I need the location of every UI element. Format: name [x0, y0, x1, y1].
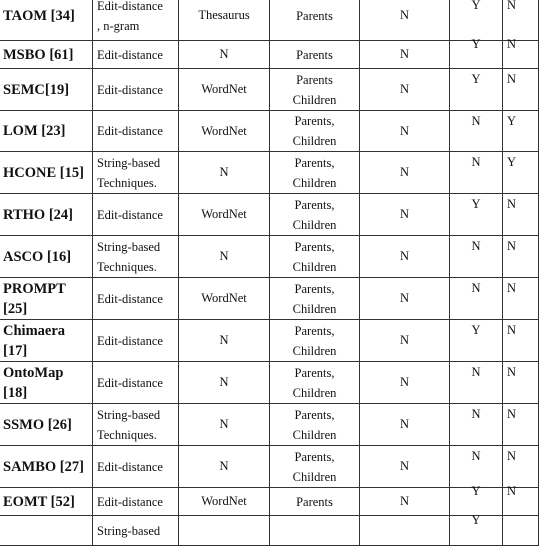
cell-text: Y: [507, 155, 517, 169]
cell-text: ASCO [16]: [3, 248, 72, 265]
cell-text: N: [507, 197, 517, 211]
cell-text: N: [399, 207, 410, 221]
cell-text: Y: [471, 323, 481, 337]
flag-cell: [503, 0, 539, 41]
cell-text: Parents: [296, 8, 333, 23]
cell-text: Edit-distance: [97, 459, 163, 474]
cell-text: Y: [471, 513, 481, 527]
external-resource-cell: [179, 69, 270, 111]
table-row: [0, 278, 539, 320]
cell-text: N: [219, 375, 229, 389]
cell-text: N: [219, 47, 229, 61]
cell-text: N: [399, 47, 410, 61]
cell-text: N: [507, 281, 517, 295]
external-resource-cell: [179, 0, 270, 41]
flag-cell: [450, 513, 503, 546]
flag-cell: [450, 362, 503, 404]
table-row: [0, 362, 539, 404]
technique-cell: [93, 488, 179, 516]
flag-cell: [450, 320, 503, 362]
technique-cell: [93, 194, 179, 236]
technique-cell: [93, 320, 179, 362]
flag-cell: [450, 69, 503, 111]
cell-text: N: [399, 249, 410, 263]
cell-text: WordNet: [201, 291, 247, 305]
cell-text: Y: [471, 37, 481, 51]
cell-text: N: [507, 37, 517, 51]
cell-text: Y: [471, 72, 481, 86]
flag-cell: [450, 278, 503, 320]
cell-text: N: [219, 333, 229, 347]
external-resource-cell: [179, 236, 270, 278]
cell-text: N: [399, 333, 410, 347]
flag-cell: [450, 0, 503, 41]
cell-text: N: [399, 459, 410, 473]
cell-text: N: [399, 165, 410, 179]
flag-cell: [503, 152, 539, 194]
cell-text: PROMPT: [3, 280, 66, 297]
table-row: [0, 41, 539, 69]
external-resource-cell: [179, 320, 270, 362]
system-name-cell: [0, 488, 93, 516]
flag-cell: [450, 446, 503, 488]
system-name-cell: [0, 362, 93, 404]
instances-cell: [360, 320, 450, 362]
cell-text: N: [507, 72, 517, 86]
cell-text: N: [219, 165, 229, 179]
system-name-cell: [0, 69, 93, 111]
cell-text: N: [507, 407, 517, 421]
cell-text: Children: [292, 259, 337, 274]
cell-text: Parents,: [294, 155, 335, 170]
cell-text: SSMO [26]: [3, 416, 72, 433]
system-name-cell: [0, 404, 93, 446]
cell-text: Parents,: [294, 407, 335, 422]
flag-cell: [503, 37, 539, 69]
flag-cell: [503, 516, 539, 546]
cell-text: Y: [507, 113, 517, 128]
external-resource-cell: [179, 41, 270, 69]
cell-text: Parents: [296, 47, 333, 62]
cell-text: Children: [292, 92, 337, 107]
flag-cell: [503, 278, 539, 320]
cell-text: N: [399, 123, 410, 138]
external-resource-cell: [179, 194, 270, 236]
flag-cell: [503, 404, 539, 446]
cell-text: Parents,: [294, 281, 335, 296]
instances-cell: [360, 446, 450, 488]
technique-cell: [93, 278, 179, 320]
system-name-cell: [0, 278, 93, 320]
cell-text: String-based: [97, 407, 161, 422]
cell-text: Children: [292, 469, 337, 484]
cell-text: Edit-distance: [97, 124, 163, 138]
cell-text: N: [507, 365, 517, 379]
technique-cell: [93, 446, 179, 488]
technique-cell: [93, 404, 179, 446]
flag-cell: [503, 362, 539, 404]
cell-text: Edit-distance: [97, 207, 163, 222]
cell-text: Parents: [296, 494, 333, 509]
cell-text: Thesaurus: [198, 8, 250, 22]
cell-text: HCONE [15]: [3, 164, 84, 181]
structure-cell: [270, 194, 360, 236]
cell-text: N: [507, 449, 517, 463]
cell-text: LOM [23]: [3, 123, 66, 139]
technique-cell: [93, 236, 179, 278]
instances-cell: [360, 152, 450, 194]
cell-text: Children: [292, 217, 337, 232]
cell-text: N: [219, 249, 229, 263]
cell-text: N: [399, 494, 410, 508]
cell-text: N: [399, 8, 410, 22]
table-row: [0, 516, 539, 546]
structure-cell: [270, 362, 360, 404]
instances-cell: [360, 404, 450, 446]
cell-text: N: [507, 239, 517, 253]
technique-cell: [93, 69, 179, 111]
flag-cell: [503, 69, 539, 111]
external-resource-cell: [179, 111, 270, 152]
structure-cell: [270, 404, 360, 446]
cell-text: EOMT [52]: [3, 493, 75, 510]
cell-text: Edit-distance: [97, 375, 163, 390]
cell-text: N: [471, 449, 481, 463]
technique-cell: [93, 362, 179, 404]
table-row: [0, 0, 539, 41]
system-name-cell: [0, 111, 93, 152]
cell-text: Children: [292, 385, 337, 400]
structure-cell: [270, 516, 360, 546]
cell-text: N: [471, 281, 481, 295]
cell-text: N: [399, 291, 410, 305]
instances-cell: [360, 194, 450, 236]
cell-text: WordNet: [201, 82, 247, 96]
cell-text: String-based: [97, 523, 161, 538]
external-resource-cell: [179, 362, 270, 404]
cell-text: N: [507, 323, 517, 337]
cell-text: N: [399, 375, 410, 389]
structure-cell: [270, 111, 360, 152]
table-row: [0, 404, 539, 446]
cell-text: WordNet: [201, 494, 247, 508]
external-resource-cell: [179, 488, 270, 516]
instances-cell: [360, 516, 450, 546]
cell-text: Parents,: [294, 239, 335, 254]
system-name-cell: [0, 41, 93, 69]
system-name-cell: [0, 194, 93, 236]
cell-text: Edit-distance: [97, 47, 163, 62]
cell-text: N: [507, 0, 517, 12]
cell-text: [25]: [3, 300, 28, 317]
cell-text: Parents, Children: [292, 114, 337, 148]
cell-text: N: [471, 365, 481, 379]
cell-text: Techniques.: [97, 427, 157, 442]
flag-cell: [503, 236, 539, 278]
cell-text: String-based: [97, 155, 161, 170]
technique-cell: [93, 0, 179, 41]
cell-text: Children: [292, 427, 337, 442]
cell-text: N: [219, 459, 229, 473]
flag-cell: [503, 194, 539, 236]
cell-text: Children: [292, 301, 337, 316]
instances-cell: [360, 0, 450, 41]
system-name-cell: [0, 516, 93, 546]
instances-cell: [360, 362, 450, 404]
flag-cell: [450, 152, 503, 194]
cell-text: Techniques.: [97, 175, 157, 190]
table-row: [0, 236, 539, 278]
cell-text: SAMBO [27]: [3, 458, 84, 475]
structure-cell: [270, 320, 360, 362]
instances-cell: [360, 236, 450, 278]
cell-text: Parents,: [294, 197, 335, 212]
table-row: [0, 69, 539, 111]
flag-cell: [450, 37, 503, 69]
structure-cell: [270, 278, 360, 320]
table-row: [0, 152, 539, 194]
table-row: [0, 194, 539, 236]
structure-cell: [270, 69, 360, 111]
technique-cell: [93, 41, 179, 69]
system-name-cell: [0, 152, 93, 194]
flag-cell: [450, 111, 503, 152]
external-resource-cell: [179, 446, 270, 488]
instances-cell: [360, 278, 450, 320]
cell-text: Edit-distance: [97, 494, 163, 509]
cell-text: Edit-distance: [97, 291, 163, 306]
cell-text: , n-gram: [97, 18, 140, 33]
flag-cell: [503, 111, 539, 152]
flag-cell: [450, 484, 503, 516]
system-name-cell: [0, 0, 93, 41]
cell-text: [17]: [3, 342, 28, 359]
cell-text: Parents: [296, 72, 333, 87]
table-row: [0, 488, 539, 516]
cell-text: Children: [292, 343, 337, 358]
flag-cell: [503, 320, 539, 362]
cell-text: Y: [471, 197, 481, 211]
external-resource-cell: [179, 404, 270, 446]
flag-cell: [450, 194, 503, 236]
flag-cell: [503, 446, 539, 488]
cell-text: Children: [292, 175, 337, 190]
technique-cell: [93, 516, 179, 546]
table-row: [0, 320, 539, 362]
structure-cell: [270, 41, 360, 69]
cell-text: N: [471, 155, 481, 169]
cell-text: Edit-distance: [97, 82, 163, 97]
cell-text: N: [471, 407, 481, 421]
cell-text: N: [471, 113, 481, 128]
system-name-cell: [0, 236, 93, 278]
external-resource-cell: [179, 516, 270, 546]
cell-text: Parents,: [294, 449, 335, 464]
cell-text: Techniques.: [97, 259, 157, 274]
flag-cell: [503, 484, 539, 516]
flag-cell: [450, 404, 503, 446]
structure-cell: [270, 236, 360, 278]
cell-text: N: [399, 82, 410, 96]
technique-cell: [93, 111, 179, 152]
cell-text: OntoMap [18]: [3, 364, 64, 401]
structure-cell: [270, 446, 360, 488]
structure-cell: [270, 152, 360, 194]
cell-text: N: [399, 417, 410, 431]
cell-text: SEMC[19]: [3, 81, 70, 98]
cell-text: Parents,: [294, 323, 335, 338]
cell-text: String-based: [97, 239, 161, 254]
table-row: [0, 111, 539, 152]
cell-text: N: [507, 484, 517, 498]
cell-text: RTHO [24]: [3, 206, 73, 223]
system-name-cell: [0, 320, 93, 362]
structure-cell: [270, 0, 360, 41]
external-resource-cell: [179, 278, 270, 320]
cell-text: Chimaera: [3, 322, 66, 339]
system-name-cell: [0, 446, 93, 488]
cell-text: N: [471, 239, 481, 253]
technique-cell: [93, 152, 179, 194]
instances-cell: [360, 41, 450, 69]
cell-text: Edit-distance: [97, 0, 163, 13]
table-row: [0, 446, 539, 488]
instances-cell: [360, 111, 450, 152]
cell-text: WordNet: [201, 123, 247, 138]
external-resource-cell: [179, 152, 270, 194]
flag-cell: [450, 236, 503, 278]
instances-cell: [360, 488, 450, 516]
cell-text: Edit-distance: [97, 333, 163, 348]
cell-text: Parents,: [294, 365, 335, 380]
cell-text: WordNet: [201, 207, 247, 221]
instances-cell: [360, 69, 450, 111]
structure-cell: [270, 488, 360, 516]
cell-text: N: [219, 417, 229, 431]
cell-text: TAOM [34]: [3, 7, 75, 24]
cell-text: Y: [471, 484, 481, 498]
cell-text: Y: [471, 0, 481, 12]
cell-text: MSBO [61]: [3, 46, 74, 63]
